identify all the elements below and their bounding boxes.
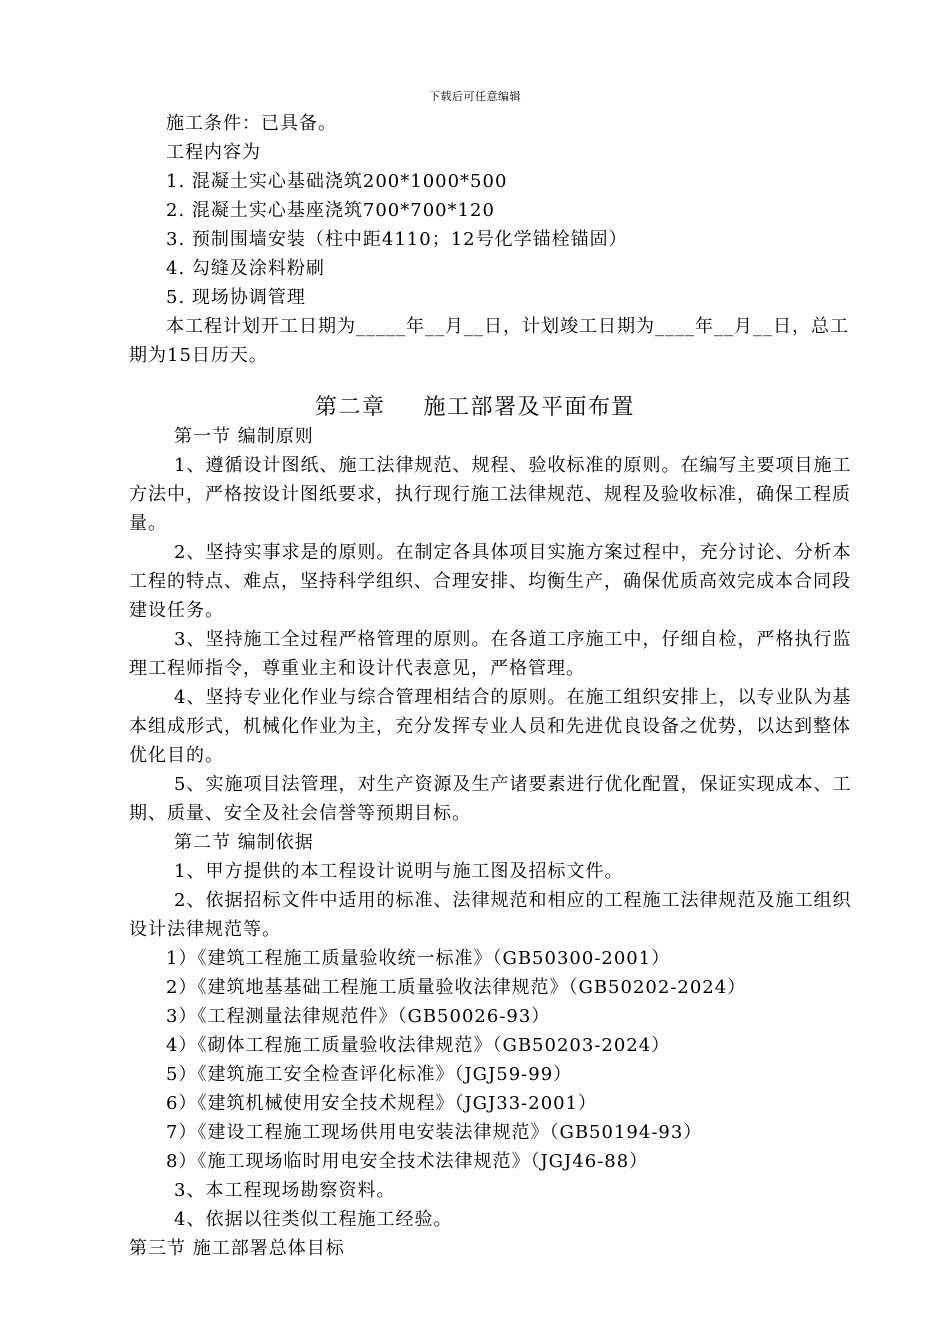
basis-4: 4、依据以往类似工程施工经验。: [174, 1209, 453, 1230]
standard-item-5: 5）《建筑施工安全检查评化标准》（JGJ59-99）: [166, 1064, 573, 1085]
basis-2-line-1: 2、依据招标文件中适用的标准、法律规范和相应的工程施工法律规范及施工组织: [174, 890, 852, 911]
content-item-3: 3. 预制围墙安装（柱中距4110；12号化学锚栓锚固）: [166, 229, 628, 250]
section-1-title: 第一节 编制原则: [174, 426, 314, 447]
standard-item-6: 6）《建筑机械使用安全技术规程》（JGJ33-2001）: [166, 1093, 598, 1114]
standard-item-1: 1）《建筑工程施工质量验收统一标准》（GB50300-2001）: [166, 948, 671, 969]
standard-item-7: 7）《建设工程施工现场供用电安装法律规范》（GB50194-93）: [166, 1122, 703, 1143]
construction-conditions: 施工条件：已具备。: [166, 113, 337, 134]
basis-2-line-2: 设计法律规范等。: [129, 919, 281, 940]
content-title: 工程内容为: [166, 142, 261, 163]
principle-3-line-2: 理工程师指令，尊重业主和设计代表意见，严格管理。: [129, 658, 585, 679]
principle-5-line-1: 5、实施项目法管理，对生产资源及生产诸要素进行优化配置，保证实现成本、工: [174, 774, 852, 795]
content-item-4: 4. 勾缝及涂料粉刷: [166, 258, 325, 279]
standard-item-3: 3）《工程测量法律规范件》（GB50026-93）: [166, 1006, 551, 1027]
chapter-heading: [0, 390, 950, 421]
standard-item-2: 2）《建筑地基基础工程施工质量验收法律规范》（GB50202-2024）: [166, 977, 747, 998]
section-2-title: 第二节 编制依据: [174, 832, 314, 853]
content-item-2: 2. 混凝土实心基座浇筑700*700*120: [166, 200, 495, 221]
principle-5-line-2: 期、质量、安全及社会信誉等预期目标。: [129, 803, 471, 824]
principle-2-line-3: 建设任务。: [129, 600, 224, 621]
section-3-title: 第三节 施工部署总体目标: [129, 1238, 345, 1259]
chapter-number: 第二章: [314, 395, 386, 420]
principle-3-line-1: 3、坚持施工全过程严格管理的原则。在各道工序施工中，仔细自检，严格执行监: [174, 629, 852, 650]
principle-1-line-1: 1、遵循设计图纸、施工法律规范、规程、验收标准的原则。在编写主要项目施工: [174, 455, 852, 476]
principle-4-line-2: 本组成形式，机械化作业为主，充分发挥专业人员和先进优良设备之优势，以达到整体: [129, 716, 851, 737]
principle-1-line-3: 量。: [129, 513, 167, 534]
principle-4-line-3: 优化目的。: [129, 745, 224, 766]
page-header: 下载后可任意编辑: [429, 90, 521, 103]
principle-2-line-2: 工程的特点、难点，坚持科学组织、合理安排、均衡生产，确保优质高效完成本合同段: [129, 571, 851, 592]
basis-1: 1、甲方提供的本工程设计说明与施工图及招标文件。: [174, 861, 624, 882]
principle-4-line-1: 4、坚持专业化作业与综合管理相结合的原则。在施工组织安排上，以专业队为基: [174, 687, 852, 708]
standard-item-4: 4）《砌体工程施工质量验收法律规范》（GB50203-2024）: [166, 1035, 671, 1056]
basis-3: 3、本工程现场勘察资料。: [174, 1180, 396, 1201]
schedule-line-2: 期为15日历天。: [129, 345, 268, 366]
principle-2-line-1: 2、坚持实事求是的原则。在制定各具体项目实施方案过程中，充分讨论、分析本: [174, 542, 852, 563]
standard-item-8: 8）《施工现场临时用电安全技术法律规范》（JGJ46-88）: [166, 1151, 649, 1172]
chapter-title: 施工部署及平面布置: [423, 395, 636, 420]
principle-1-line-2: 方法中，严格按设计图纸要求，执行现行施工法律规范、规程及验收标准，确保工程质: [129, 484, 851, 505]
content-item-1: 1. 混凝土实心基础浇筑200*1000*500: [166, 171, 508, 192]
schedule-line-1: 本工程计划开工日期为_____年__月__日，计划竣工日期为____年__月__日，总工: [166, 316, 849, 337]
content-item-5: 5. 现场协调管理: [166, 287, 306, 308]
